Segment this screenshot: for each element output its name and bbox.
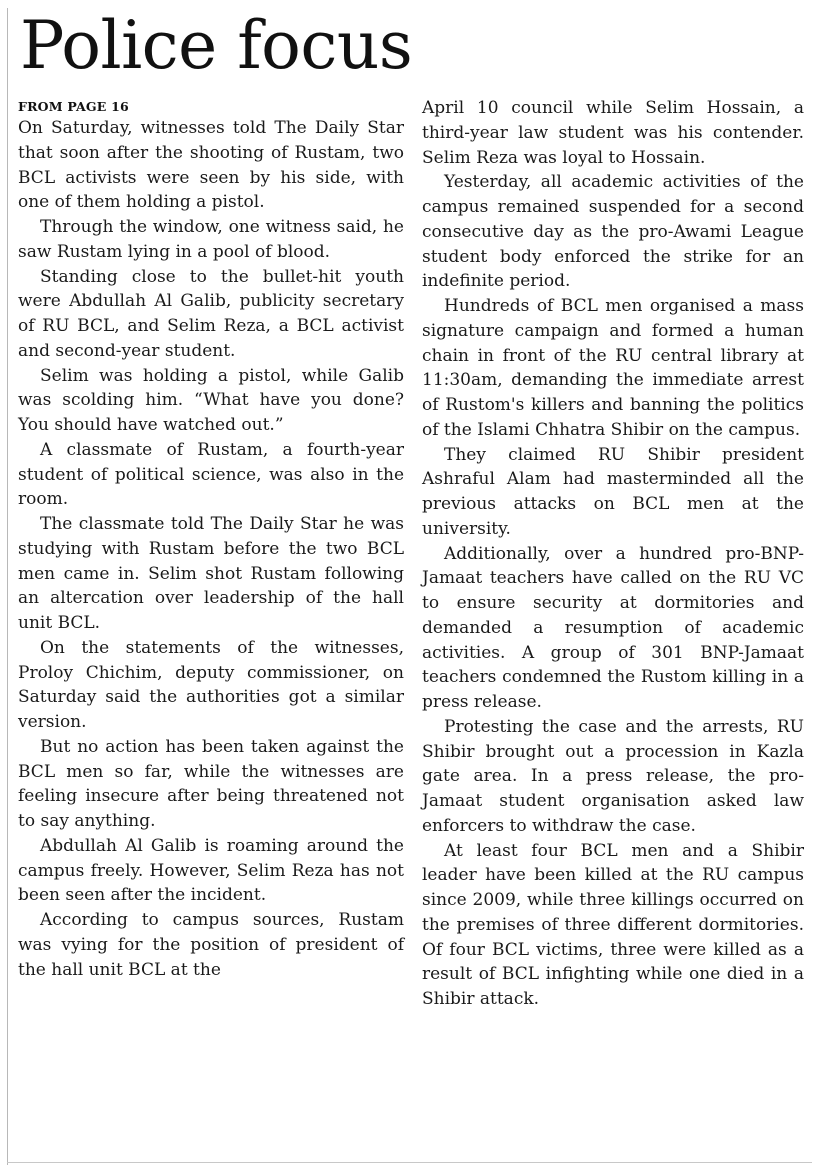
article-body	[18, 96, 804, 1012]
headline: Police focus	[20, 7, 413, 84]
paragraph: Additionally, over a hundred pro-BNP-Jamaat teachers have called on the RU VC to ensure security at dormitories and demanded a resumption of academic activities. A group of 301 BNP-Jamaat teachers condemned the Rustom killing in a press release.	[422, 543, 804, 712]
paragraph: But no action has been taken against the BCL men so far, while the witnesses are feeling insecure after being threatened not to say anything.	[18, 736, 404, 831]
paragraph: Selim was holding a pistol, while Galib was scolding him. “What have you done? You should have watched out.”	[18, 365, 404, 435]
paragraph: On Saturday, witnesses told The Daily Star that soon after the shooting of Rustam, two BCL activists were seen by his side, with one of them holding a pistol.	[18, 118, 404, 213]
kicker-from-page: FROM PAGE 16	[18, 99, 129, 114]
paragraph: Hundreds of BCL men organised a mass signature campaign and formed a human chain in front of the RU central library at 11:30am, demanding the immediate arrest of Rustom's killers and banning the politics of the Islami Chhatra Shibir on the campus.	[422, 296, 804, 440]
paragraph: A classmate of Rustam, a fourth-year student of political science, was also in the room.	[18, 439, 404, 510]
clipping-bottom-border	[7, 1162, 812, 1163]
paragraph: On the statements of the witnesses, Proloy Chichim, deputy commissioner, on Saturday said the authorities got a similar version.	[18, 637, 404, 732]
paragraph: April 10 council while Selim Hossain, a third-year law student was his contender. Selim Reza was loyal to Hossain.	[422, 98, 804, 168]
clipping-left-border	[7, 8, 8, 1165]
paragraph: The classmate told The Daily Star he was studying with Rustam before the two BCL men came in. Selim shot Rustam following an altercation over leadership of the hall unit BCL.	[18, 514, 404, 633]
paragraph: Abdullah Al Galib is roaming around the campus freely. However, Selim Reza has not been seen after the incident.	[18, 835, 404, 906]
paragraph: Yesterday, all academic activities of the campus remained suspended for a second consecutive day as the pro-Awami League student body enforced the strike for an indefinite period.	[422, 172, 804, 292]
paragraph: They claimed RU Shibir president Ashraful Alam had masterminded all the previous attacks on BCL men at the university.	[422, 444, 804, 539]
paragraph: At least four BCL men and a Shibir leader have been killed at the RU campus since 2009, while three killings occurred on the premises of three different dormitories. Of four BCL victims, three were killed as a result of BCL infighting while one died in a Shibir attack.	[422, 840, 804, 1009]
paragraph: According to campus sources, Rustam was vying for the position of president of the hall unit BCL at the	[18, 910, 404, 980]
paragraph: Protesting the case and the arrests, RU Shibir brought out a procession in Kazla gate area. In a press release, the pro-Jamaat student organisation asked law enforcers to withdraw the case.	[422, 716, 804, 836]
column-right	[422, 96, 804, 1012]
paragraph: Through the window, one witness said, he saw Rustam lying in a pool of blood.	[18, 217, 404, 262]
paragraph: Standing close to the bullet-hit youth were Abdullah Al Galib, publicity secretary of RU BCL, and Selim Reza, a BCL activist and second-year student.	[18, 266, 404, 361]
column-left	[18, 98, 404, 1012]
